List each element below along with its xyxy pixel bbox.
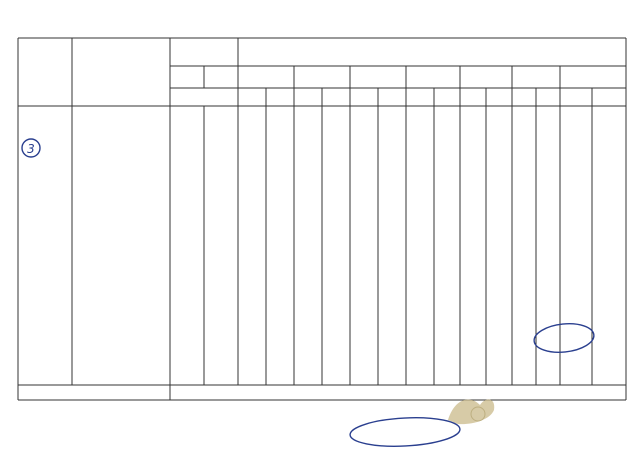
name-circle-digit: 3 (27, 142, 35, 156)
